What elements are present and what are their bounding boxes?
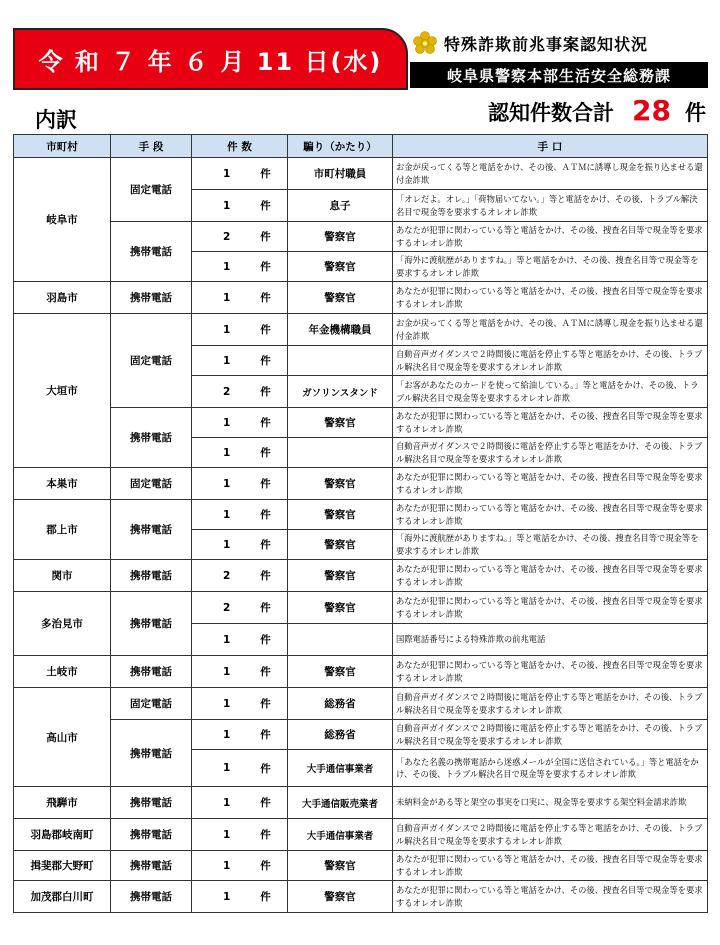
count-value: 1 [222, 260, 231, 273]
count-value: 1 [222, 167, 231, 180]
description-cell: 自動音声ガイダンスで２時間後に電話を停止する等と電話をかけ、その後、トラブル解決名目で現金等を要求するオレオレ詐欺 [393, 438, 708, 468]
police-emblem-icon [410, 30, 440, 58]
count-value: 1 [222, 697, 231, 710]
method-cell: 固定電話 [111, 158, 192, 222]
pretend-cell: ガソリンスタンド [288, 376, 393, 408]
count-cell [192, 408, 288, 438]
count-wrap [192, 568, 287, 583]
pretend-cell [288, 624, 393, 656]
method-cell: 固定電話 [111, 468, 192, 500]
pretend-cell: 警察官 [288, 282, 393, 314]
count-cell [192, 851, 288, 881]
pretend-cell: 警察官 [288, 656, 393, 688]
pretend-cell: 大手通信事業者 [288, 819, 393, 851]
description-cell: お金が戻ってくる等と電話をかけ、その後、ＡＴＭに誘導し現金を振り込ませる還付金詐欺 [393, 158, 708, 190]
count-value: 1 [222, 508, 231, 521]
description-cell: 自動音声ガイダンスで２時間後に電話を停止する等と電話をかけ、その後、トラブル解決名目で現金等を要求するオレオレ詐欺 [393, 688, 708, 720]
table-row [14, 592, 708, 624]
total-unit: 件 [685, 101, 706, 125]
count-wrap [192, 476, 287, 491]
method-cell: 携帯電話 [111, 656, 192, 688]
table-row [14, 500, 708, 530]
pretend-cell: 警察官 [288, 222, 393, 252]
count-cell [192, 190, 288, 222]
count-unit: 件 [260, 797, 271, 809]
count-value: 1 [222, 665, 231, 678]
count-unit: 件 [260, 539, 271, 551]
method-cell: 携帯電話 [111, 592, 192, 656]
count-value: 1 [222, 828, 231, 841]
city-cell: 揖斐郡大野町 [14, 851, 111, 881]
count-cell [192, 500, 288, 530]
count-value: 1 [222, 199, 231, 212]
date-banner [13, 28, 408, 90]
method-cell: 携帯電話 [111, 408, 192, 468]
count-cell [192, 787, 288, 819]
count-value: 1 [222, 354, 231, 367]
count-cell [192, 282, 288, 314]
city-cell: 羽島郡岐南町 [14, 819, 111, 851]
count-unit: 件 [260, 762, 271, 775]
total-summary [488, 94, 706, 127]
pretend-cell: 大手通信販売業者 [288, 787, 393, 819]
pretend-cell: 警察官 [288, 468, 393, 500]
count-wrap [192, 384, 287, 399]
table-row [14, 282, 708, 314]
description-cell: あなたが犯罪に関わっている等と電話をかけ、その後、捜査名目等で現金等を要求するオレオレ詐欺 [393, 881, 708, 913]
pretend-cell [288, 438, 393, 468]
pretend-cell: 警察官 [288, 530, 393, 560]
count-cell [192, 592, 288, 624]
count-wrap [192, 696, 287, 711]
count-cell [192, 376, 288, 408]
count-wrap [192, 415, 287, 430]
count-wrap [192, 632, 287, 647]
description-cell: 「オレだよ。オレ。」「荷物届いてない。」等と電話をかけ、その後、トラブル解決名目で現金等を要求するオレオレ詐欺 [393, 190, 708, 222]
count-wrap [192, 166, 287, 181]
total-count: 28 [632, 94, 671, 127]
count-wrap [192, 537, 287, 552]
department-text: 岐阜県警察本部生活安全総務課 [446, 66, 671, 85]
count-unit: 件 [260, 355, 271, 367]
count-unit: 件 [260, 261, 271, 273]
table-row [14, 720, 708, 750]
count-value: 1 [222, 796, 231, 809]
count-value: 1 [222, 538, 231, 551]
header-pretend: 騙り（かたり） [288, 135, 393, 158]
count-unit: 件 [260, 478, 271, 490]
description-cell: あなたが犯罪に関わっている等と電話をかけ、その後、捜査名目等で現金等を要求するオレオレ詐欺 [393, 282, 708, 314]
description-cell: あなたが犯罪に関わっている等と電話をかけ、その後、捜査名目等で現金等を要求するオレオレ詐欺 [393, 851, 708, 881]
count-value: 1 [222, 416, 231, 429]
city-cell: 加茂郡白川町 [14, 881, 111, 913]
city-cell: 土岐市 [14, 656, 111, 688]
city-cell: 郡上市 [14, 500, 111, 560]
table-row [14, 158, 708, 190]
count-cell [192, 252, 288, 282]
count-unit: 件 [260, 417, 271, 429]
description-cell: あなたが犯罪に関わっている等と電話をかけ、その後、捜査名目等で現金等を要求するオレオレ詐欺 [393, 408, 708, 438]
description-cell: 自動音声ガイダンスで２時間後に電話を停止する等と電話をかけ、その後、トラブル解決名目で現金等を要求するオレオレ詐欺 [393, 819, 708, 851]
count-wrap [192, 600, 287, 615]
city-cell: 多治見市 [14, 592, 111, 656]
count-unit: 件 [260, 324, 271, 336]
city-cell: 岐阜市 [14, 158, 111, 282]
count-wrap [192, 353, 287, 368]
description-cell: 「海外に渡航歴がありますね。」等と電話をかけ、その後、捜査名目等で現金等を要求するオレオレ詐欺 [393, 530, 708, 560]
count-cell [192, 750, 288, 787]
count-unit: 件 [260, 666, 271, 678]
count-cell [192, 656, 288, 688]
pretend-cell: 警察官 [288, 881, 393, 913]
count-cell [192, 158, 288, 190]
count-cell [192, 222, 288, 252]
count-wrap [192, 858, 287, 873]
pretend-cell: 息子 [288, 190, 393, 222]
description-cell: あなたが犯罪に関わっている等と電話をかけ、その後、捜査名目等で現金等を要求するオレオレ詐欺 [393, 222, 708, 252]
count-unit: 件 [260, 200, 271, 212]
table-body [14, 158, 708, 913]
description-cell: あなたが犯罪に関わっている等と電話をかけ、その後、捜査名目等で現金等を要求するオレオレ詐欺 [393, 656, 708, 688]
table-row [14, 314, 708, 346]
city-cell: 飛騨市 [14, 787, 111, 819]
method-cell: 携帯電話 [111, 560, 192, 592]
count-value: 1 [222, 859, 231, 872]
table-row [14, 851, 708, 881]
count-value: 1 [222, 728, 231, 741]
count-wrap [192, 198, 287, 213]
description-cell: 自動音声ガイダンスで２時間後に電話を停止する等と電話をかけ、その後、トラブル解決名目で現金等を要求するオレオレ詐欺 [393, 720, 708, 750]
method-cell: 携帯電話 [111, 720, 192, 787]
method-cell: 携帯電話 [111, 819, 192, 851]
header-method: 手 段 [111, 135, 192, 158]
count-unit: 件 [260, 386, 271, 398]
header-count: 件 数 [192, 135, 288, 158]
count-unit: 件 [260, 231, 271, 243]
count-unit: 件 [260, 509, 271, 521]
description-cell: あなたが犯罪に関わっている等と電話をかけ、その後、捜査名目等で現金等を要求するオレオレ詐欺 [393, 592, 708, 624]
count-unit: 件 [260, 729, 271, 741]
description-cell: あなたが犯罪に関わっている等と電話をかけ、その後、捜査名目等で現金等を要求するオレオレ詐欺 [393, 468, 708, 500]
description-cell: お金が戻ってくる等と電話をかけ、その後、ＡＴＭに誘導し現金を振り込ませる還付金詐欺 [393, 314, 708, 346]
pretend-cell: 市町村職員 [288, 158, 393, 190]
pretend-cell: 警察官 [288, 592, 393, 624]
date-label: 令 和 ７ 年 ６ 月 11 日(水) [38, 47, 383, 76]
description-cell: あなたが犯罪に関わっている等と電話をかけ、その後、捜査名目等で現金等を要求するオレオレ詐欺 [393, 500, 708, 530]
count-unit: 件 [260, 447, 271, 459]
count-cell [192, 720, 288, 750]
count-wrap [192, 889, 287, 904]
count-value: 1 [222, 323, 231, 336]
description-cell: あなたが犯罪に関わっている等と電話をかけ、その後、捜査名目等で現金等を要求するオレオレ詐欺 [393, 560, 708, 592]
count-cell [192, 560, 288, 592]
count-wrap [192, 761, 287, 776]
pretend-cell: 警察官 [288, 851, 393, 881]
table-row [14, 560, 708, 592]
pretend-cell: 総務省 [288, 688, 393, 720]
description-cell: 自動音声ガイダンスで２時間後に電話を停止する等と電話をかけ、その後、トラブル解決名目で現金等を要求するオレオレ詐欺 [393, 346, 708, 376]
pretend-cell: 総務省 [288, 720, 393, 750]
count-unit: 件 [260, 829, 271, 841]
table-row [14, 408, 708, 438]
pretend-cell: 警察官 [288, 560, 393, 592]
table-header-row [14, 135, 708, 158]
method-cell: 携帯電話 [111, 787, 192, 819]
count-value: 1 [222, 633, 231, 646]
count-value: 1 [222, 762, 231, 774]
description-cell: 「海外に渡航歴がありますね。」等と電話をかけ、その後、捜査名目等で現金等を要求するオレオレ詐欺 [393, 252, 708, 282]
table-row [14, 222, 708, 252]
count-value: 1 [222, 291, 231, 304]
count-unit: 件 [260, 570, 271, 582]
description-cell: 未納料金がある等と架空の事実を口実に、現金等を要求する架空料金請求詐欺 [393, 787, 708, 819]
count-cell [192, 819, 288, 851]
method-cell: 携帯電話 [111, 881, 192, 913]
count-unit: 件 [260, 891, 271, 903]
total-label: 認知件数合計 [488, 101, 615, 125]
count-unit: 件 [260, 698, 271, 710]
count-wrap [192, 290, 287, 305]
count-wrap [192, 664, 287, 679]
count-wrap [192, 445, 287, 460]
count-cell [192, 346, 288, 376]
count-cell [192, 314, 288, 346]
count-value: 2 [222, 230, 231, 243]
method-cell: 携帯電話 [111, 500, 192, 560]
table-row [14, 468, 708, 500]
count-unit: 件 [260, 168, 271, 180]
count-value: 2 [222, 569, 231, 582]
city-cell: 高山市 [14, 688, 111, 787]
count-wrap [192, 259, 287, 274]
pretend-cell: 警察官 [288, 408, 393, 438]
method-cell: 固定電話 [111, 688, 192, 720]
department-label [410, 62, 708, 88]
count-value: 2 [222, 601, 231, 614]
count-cell [192, 438, 288, 468]
pretend-cell: 大手通信事業者 [288, 750, 393, 787]
table-row [14, 881, 708, 913]
table-row [14, 656, 708, 688]
page-title: 特殊詐欺前兆事案認知状況 [444, 35, 649, 54]
pretend-cell: 警察官 [288, 500, 393, 530]
count-wrap [192, 727, 287, 742]
count-cell [192, 530, 288, 560]
method-cell: 固定電話 [111, 314, 192, 408]
count-unit: 件 [260, 860, 271, 872]
count-cell [192, 881, 288, 913]
count-unit: 件 [260, 634, 271, 646]
description-cell: 「お客があなたのカードを使って給油している。」等と電話をかけ、その後、トラブル解決名目で現金等を要求するオレオレ詐欺 [393, 376, 708, 408]
count-wrap [192, 322, 287, 337]
method-cell: 携帯電話 [111, 851, 192, 881]
breakdown-label: 内訳 [35, 108, 77, 132]
count-value: 1 [222, 890, 231, 903]
count-cell [192, 624, 288, 656]
count-unit: 件 [260, 292, 271, 304]
table-row [14, 819, 708, 851]
count-wrap [192, 229, 287, 244]
city-cell: 大垣市 [14, 314, 111, 468]
count-value: 1 [222, 446, 231, 459]
count-wrap [192, 827, 287, 842]
method-cell: 携帯電話 [111, 222, 192, 282]
method-cell: 携帯電話 [111, 282, 192, 314]
count-wrap [192, 507, 287, 522]
pretend-cell: 年金機構職員 [288, 314, 393, 346]
city-cell: 羽島市 [14, 282, 111, 314]
city-cell: 本巣市 [14, 468, 111, 500]
count-cell [192, 688, 288, 720]
header-city: 市町村 [14, 135, 111, 158]
count-cell [192, 468, 288, 500]
count-unit: 件 [260, 602, 271, 614]
count-value: 2 [222, 385, 231, 398]
count-value: 1 [222, 477, 231, 490]
table-row [14, 688, 708, 720]
city-cell: 関市 [14, 560, 111, 592]
description-cell: 「あなた名義の携帯電話から迷惑メールが全国に送信されている。」等と電話をかけ、その後、トラブル解決名目で現金等を要求するオレオレ詐欺 [393, 750, 708, 787]
incident-table [13, 134, 708, 913]
pretend-cell: 警察官 [288, 252, 393, 282]
description-cell: 国際電話番号による特殊詐欺の前兆電話 [393, 624, 708, 656]
pretend-cell [288, 346, 393, 376]
header-description: 手 口 [393, 135, 708, 158]
table-row [14, 787, 708, 819]
count-wrap [192, 795, 287, 810]
